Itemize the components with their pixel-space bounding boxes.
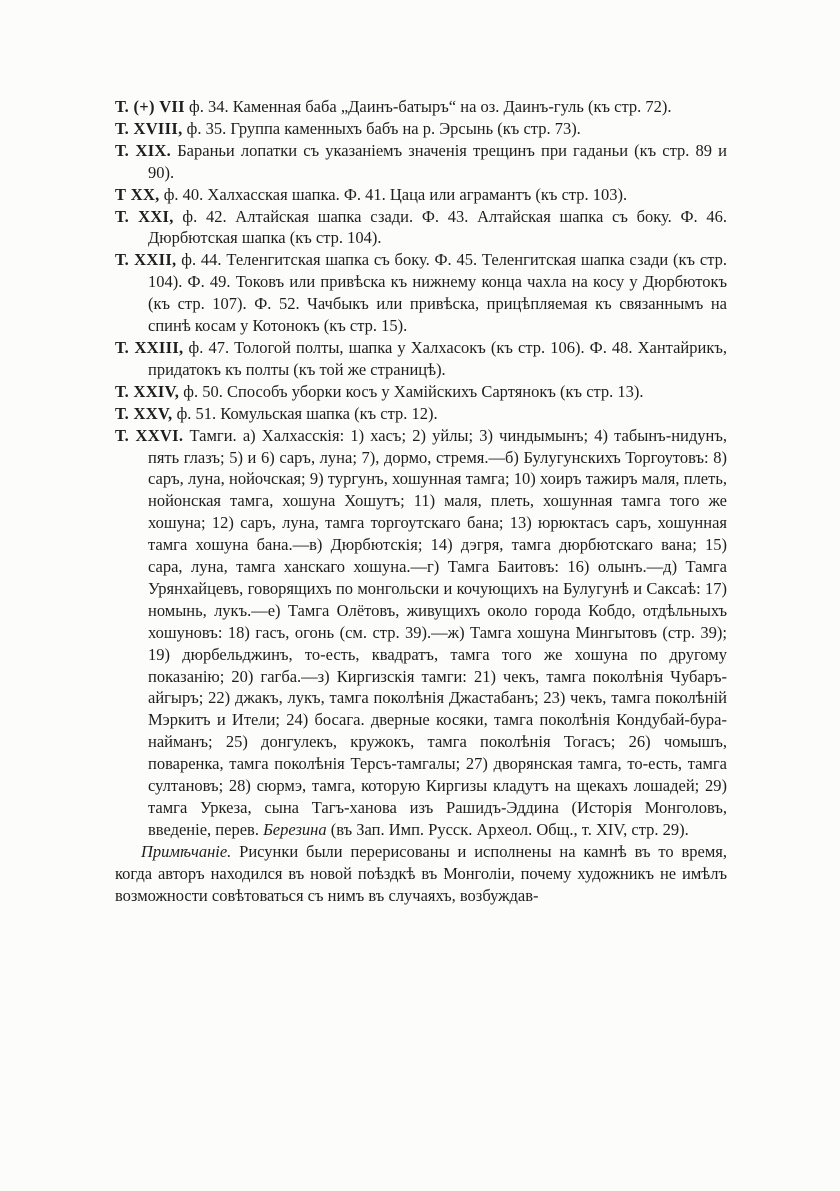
plate-entry-tamgas	[115, 425, 727, 841]
plate-text: Тамги. а) Халхасскія: 1) хасъ; 2) уйлы; 3) чиндымынъ; 4) табынъ-нидунъ, пять глазъ; 5) и 6) саръ, луна; 7), дормо, стремя.—б) Булугунскихъ Торгоутовъ: 8) саръ, луна, нойочская; 9) тургунъ, хошунная тамга; 10) хоиръ тажиръ маля, плеть, нойонская тамга, хошуна Хошутъ; 11) маля, плеть, хошунная тамга того же хошуна; 12) саръ, луна, тамга торгоутскаго бана; 13) юрюктасъ саръ, хошунная тамга хошуна бана.—в) Дюрбютскія; 14) дэгря, тамга дюрбютскаго вана; 15) сара, луна, тамга ханскаго хошуна.—г) Тамга Баитовъ: 16) олынъ.—д) Тамга Урянхайцевъ, говорящихъ по монгольски и кочующихъ на Булугунѣ и Саксаѣ: 17) номынь, лукъ.—е) Тамга Олётовъ, живущихъ около города Кобдо, отдѣльныхъ хошуновъ: 18) гасъ, огонь (см. стр. 39).—ж) Тамга хошуна Мингытовъ (стр. 39); 19) дюрбельджинъ, то-есть, квадратъ, тамга того же хошуна по другому показанію; 20) гагба.—з) Киргизскія тамги: 21) чекъ, тамга поколѣнія Чубаръ-айгыръ; 22) джакъ, лукъ, тамга поколѣнія Джастабанъ; 23) чекъ, тамга поколѣній Мэркитъ и Ители; 24) босага. дверные косяки, тамга поколѣнія Кондубай-бура-найманъ; 25) донгулекъ, кружокъ, тамга поколѣнія Тогасъ; 26) чомышъ, поваренка, тамга поколѣнія Терсъ-тамгалы; 27) дворянская тамга, то-есть, тамга султановъ; 28) сюрмэ, тамга, которую Киргизы кладутъ на щекахъ лошадей; 29) тамга Уркеза, сына Тагъ-ханова изъ Рашидъ-Эддина (Исторія Монголовъ, введеніе, перев.	[148, 425, 727, 839]
plate-text: ф. 42. Алтайская шапка сзади. Ф. 43. Алтайская шапка съ боку. Ф. 46. Дюрбютская шапка (къ стр. 104).	[148, 206, 727, 248]
plate-entry	[115, 184, 727, 206]
plate-text: ф. 40. Халхасская шапка. Ф. 41. Цаца или аграмантъ (къ стр. 103).	[159, 184, 628, 204]
plate-entry	[115, 140, 727, 184]
plate-label: Т. XVIII,	[115, 118, 183, 138]
plate-label: Т. XXII,	[115, 250, 177, 270]
plate-text: ф. 34. Каменная баба „Даинъ-батыръ“ на оз. Даинъ-гуль (къ стр. 72).	[184, 97, 672, 116]
plate-entry	[115, 381, 727, 403]
plate-text: ф. 35. Группа каменныхъ бабъ на р. Эрсынь (къ стр. 73).	[182, 118, 581, 138]
note-paragraph	[115, 841, 727, 907]
plate-label: Т. XXI,	[115, 206, 174, 226]
plate-label: Т. XXIV,	[115, 381, 180, 401]
plate-label: Т. XXIII,	[115, 337, 184, 357]
plate-label: Т. (+) VII	[115, 97, 185, 116]
plate-text: ф. 44. Теленгитская шапка съ боку. Ф. 45. Теленгитская шапка сзади (къ стр. 104). Ф. 49. Токовъ или привѣска къ нижнему конца чахла на косу у Дюрбютокъ (къ стр. 107). Ф. 52. Чачбыкъ или привѣска, прицѣпляемая къ связаннымъ на спинѣ косам у Котонокъ (къ стр. 15).	[148, 250, 728, 336]
plate-label: Т XX,	[115, 184, 160, 204]
plate-text: ф. 50. Способъ уборки косъ у Хамійскихъ Сартянокъ (къ стр. 13).	[179, 381, 644, 401]
plate-label: Т. XXVI.	[115, 425, 184, 445]
plate-label: Т. XXV,	[115, 403, 173, 423]
plate-entry	[115, 206, 727, 250]
author-name: Березина	[263, 819, 327, 839]
plate-label: Т. XIX.	[115, 140, 172, 160]
plate-entry	[115, 403, 727, 425]
plate-text: Бараньи лопатки съ указаніемъ значенія трещинъ при гаданьи (къ стр. 89 и 90).	[148, 140, 727, 182]
note-text: Рисунки были перерисованы и исполнены на камнѣ въ то время, когда авторъ находился въ новой поѣздкѣ въ Монголіи, почему художникъ не имѣлъ возможности совѣтоваться съ нимъ въ случаяхъ, возбуждав-	[115, 841, 727, 905]
plate-entry	[115, 96, 727, 118]
plate-entry	[115, 337, 727, 381]
note-label: Примѣчаніе.	[141, 841, 232, 861]
plate-text-continued: (въ Зап. Имп. Русск. Археол. Общ., т. XIV, стр. 29).	[326, 819, 689, 839]
plate-text: ф. 47. Тологой полты, шапка у Халхасокъ (къ стр. 106). Ф. 48. Хантайрикъ, придатокъ къ полты (къ той же страницѣ).	[148, 337, 727, 379]
plate-entry	[115, 249, 727, 337]
plate-text: ф. 51. Комульская шапка (къ стр. 12).	[172, 403, 438, 423]
plate-entry	[115, 118, 727, 140]
